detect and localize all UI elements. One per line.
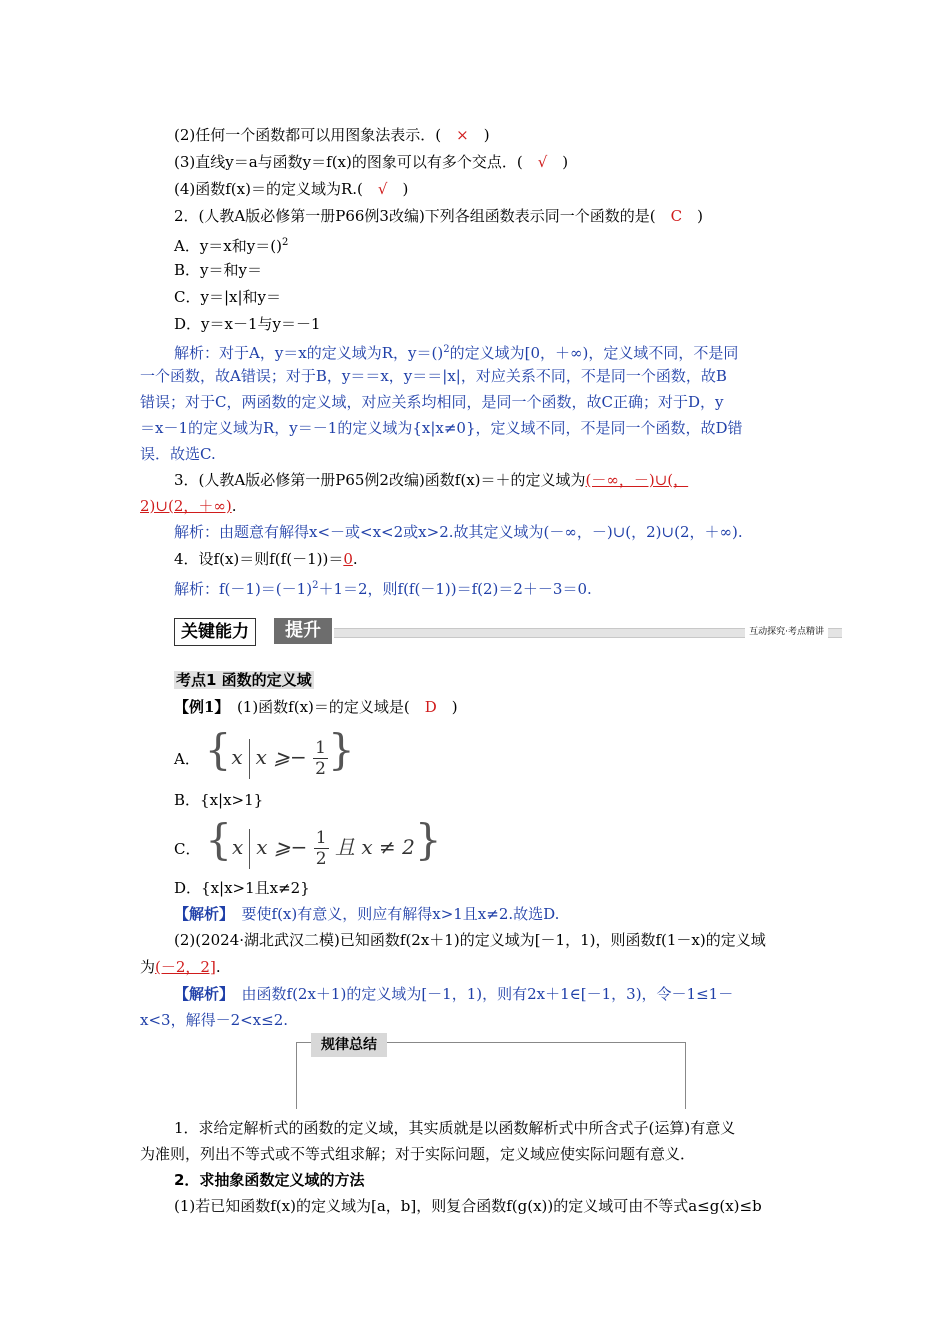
fraction: $\frac{1}{2}$	[315, 828, 327, 869]
example-option-b: B．{x|x>1}	[174, 791, 264, 809]
example-option-c: C． {x x ⩾− $\frac{1}{2}$ 且 x ≠ 2}	[174, 815, 442, 869]
answer-mark: D	[424, 698, 437, 716]
answer-mark: ×	[456, 126, 469, 144]
set-expression: {x x ⩾− $\frac{1}{2}$ 且 x ≠ 2}	[205, 815, 442, 869]
summary-tag: 规律总结	[311, 1033, 387, 1057]
set-expression: {x x ⩾− $\frac{1}{2}$ }	[204, 725, 355, 779]
example-option-a: A． {x x ⩾− $\frac{1}{2}$ }	[174, 725, 355, 779]
problem-4-stem: 4．设f(x)＝则f(f(－1))＝0.	[174, 550, 358, 568]
problem-2-stem: 2．(人教A版必修第一册P66例3改编)下列各组函数表示同一个函数的是( C )	[174, 207, 704, 225]
problem-3-cont: 2)∪(2，＋∞).	[140, 497, 237, 515]
answer-mark: √	[537, 153, 548, 171]
section-tag: 提升	[274, 618, 332, 644]
problem-3-stem: 3．(人教A版必修第一册P65例2改编)函数f(x)＝＋的定义域为(－∞，－)∪(，	[174, 471, 689, 489]
example-1-stem: 【例1】 (1)函数f(x)＝的定义域是( D )	[174, 698, 458, 716]
option-d: D．y＝x－1与y＝－1	[174, 315, 321, 333]
option-b: B．y＝和y＝	[174, 261, 262, 279]
section-header	[174, 614, 842, 646]
option-c: C．y＝|x|和y＝	[174, 288, 281, 306]
solution-2-line-5: 误．故选C.	[140, 445, 216, 463]
summary-rule-1-cont: 为准则，列出不等式或不等式组求解；对于实际问题，定义域应使实际问题有意义．	[140, 1145, 696, 1163]
question-3-line: (3)直线y＝a与函数y＝f(x)的图象可以有多个交点．( √ )	[174, 153, 569, 171]
solution-2-line-4: ＝x－1的定义域为R，y＝－1的定义域为{x|x≠0}，定义域不同，不是同一个函数，故D错	[140, 419, 743, 437]
answer-mark: C	[670, 207, 683, 225]
example-1-part-2-solution: 【解析】 由函数f(2x＋1)的定义域为[－1，1)，则有2x＋1∈[－1，3)，令－1≤1－	[174, 985, 734, 1003]
option-a: A．y＝x和y＝()$^2$	[174, 237, 289, 255]
example-1-part-2: (2)(2024·湖北武汉二模)已知函数f(2x＋1)的定义域为[－1，1)，则函数f(1－x)的定义域	[174, 931, 766, 949]
summary-box	[296, 1037, 686, 1109]
solution-2-line-1: 解析：对于A，y＝x的定义域为R，y＝()$^2$的定义域为[0，＋∞)，定义域不同，不是同	[174, 344, 739, 362]
summary-rule-1: 1．求给定解析式的函数的定义域，其实质就是以函数解析式中所含式子(运算)有意义	[174, 1119, 736, 1137]
solution-3: 解析：由题意有解得x<－或<x<2或x>2.故其定义域为(－∞，－)∪(，2)∪(2，＋∞).	[174, 523, 743, 541]
question-2-line: (2)任何一个函数都可以用图象法表示．( × )	[174, 126, 490, 144]
solution-2-line-2: 一个函数，故A错误；对于B，y＝＝x，y＝＝|x|，对应关系不同，不是同一个函数，故B	[140, 367, 727, 385]
example-1-solution: 【解析】 要使f(x)有意义，则应有解得x>1且x≠2.故选D.	[174, 905, 560, 923]
answer-blank: 0	[343, 550, 353, 568]
example-1-part-2-solution-cont: x<3，解得－2<x≤2.	[140, 1011, 289, 1029]
answer-blank: 2)∪(2，＋∞)	[140, 497, 232, 515]
answer-blank: (－∞，－)∪(，	[585, 471, 689, 489]
example-option-d: D．{x|x>1且x≠2}	[174, 879, 310, 897]
question-4-line: (4)函数f(x)＝的定义域为R.( √ )	[174, 180, 409, 198]
fraction: $\frac{1}{2}$	[315, 738, 326, 779]
example-1-part-2-cont: 为(－2，2].	[140, 958, 221, 976]
key-point-1-title: 考点1 函数的定义域	[176, 671, 312, 689]
section-title: 关键能力	[174, 618, 256, 646]
section-subtitle: 互动探究·考点精讲	[745, 626, 828, 638]
summary-rule-2: 2．求抽象函数定义域的方法	[174, 1171, 365, 1189]
answer-mark: √	[377, 180, 388, 198]
solution-2-line-3: 错误；对于C，两函数的定义域，对应关系均相同，是同一个函数，故C正确；对于D，y	[140, 393, 724, 411]
answer-blank: (－2，2]	[155, 958, 216, 976]
solution-4: 解析：$f(-1)=(-1)^2+1=2$，则f(f(－1))＝f(2)＝2＋－3＝0.	[174, 580, 592, 598]
summary-rule-3: (1)若已知函数f(x)的定义域为[a，b]，则复合函数f(g(x))的定义域可由不等式a≤g(x)≤b	[174, 1197, 762, 1215]
